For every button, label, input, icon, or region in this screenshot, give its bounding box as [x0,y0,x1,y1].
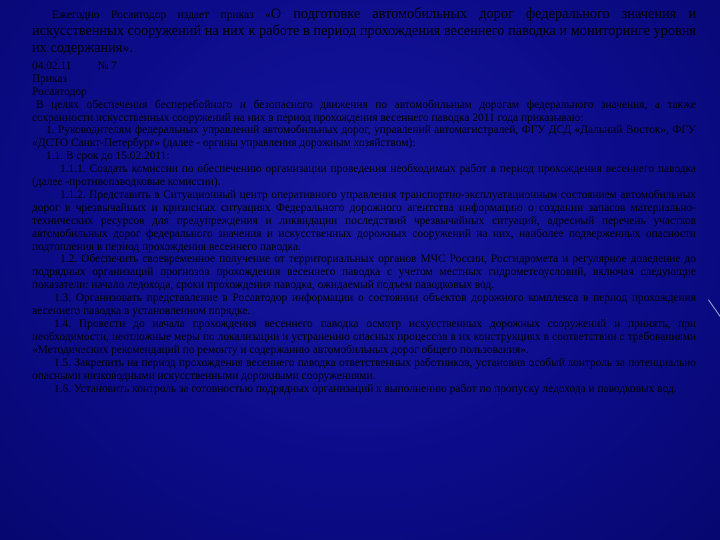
paragraph-1-1-2: 1.1.2. Представить в Ситуационный центр оперативного управления транспортно-эксплуатационным состоянием автомобильных дорог в чрезвычайных и кризисных ситуациях Федерального дорожного агентства информацию о создании запасов материально-технических ресурсов для предупреждения и ликвидации последствий чрезвычайных ситуаций, адресный перечень участков автомобильных дорог федерального значения и искусственных дорожных сооружений на них, наиболее подверженных опасности подтопления в период прохождения весеннего паводка. [32,188,696,253]
paragraph-1-4: 1.4. Провести до начала прохождения весеннего паводка осмотр искусственных дорожных сооружений и принять, при необходимости, неотложные меры по локализации и устранению опасных процессов в их конструкциях в соответствии с требованиями «Методических рекомендаций по ремонту и содержанию автомобильных дорог общего пользования». [32,318,696,356]
paragraph-1: 1. Руководителям федеральных управлений автомобильных дорог, управлений автомагистралей, ФГУ ДСД «Дальний Восток», ФГУ «ДСТО Санкт-Петербург» (далее - органы управления дорожным хозяйством): [32,124,696,150]
intro-rest: О подготовке автомобильных дорог федерального значения и искусственных сооружений на них к работе в период прохождения весеннего паводка и мониторинге уровня их содержания». [32,6,696,56]
intro-lead: Ежегодно Росавтодор издает приказ « [52,9,271,21]
decorative-line-right [708,299,720,349]
order-date: 04.02.11 [32,59,72,72]
paragraph-1-1: 1.1. В срок до 15.02.2011: [46,150,170,163]
order-number: № 7 [97,59,117,72]
intro-paragraph [32,6,696,56]
document-body [32,6,696,395]
paragraph-1-5: 1.5. Закрепить на период прохождения весеннего паводка ответственных работников, установив особый контроль за потенциально опасными низководными искусственными дорожными сооружениями. [32,356,696,382]
paragraph-1-3: 1.3. Организовать представление в Росавтодор информации о состоянии объектов дорожного комплекса в период прохождения весеннего паводка в установленном порядке. [32,292,696,318]
paragraph-1-2: 1.2. Обеспечить своевременное получение от территориальных органов МЧС России, Росгидромета и регулярное доведение до подрядных организаций прогнозов прохождения весеннего паводка с учетом местных гидрометеоусловий, включая следующие показатели: начало ледохода, сроки прохождения паводка, ожидаемый подъем паводковых вод. [32,253,696,292]
order-date-line [32,60,696,73]
issuer: Росавтодор [32,85,87,98]
preamble: В целях обеспечения бесперебойного и безопасного движения по автомобильным дорогам федерального значения, а также сохранности искусственных сооружений на них в период прохождения весеннего паводка 2011 года приказываю: [32,98,696,124]
paragraph-1-1-1: 1.1.1. Создать комиссии по обеспечению организации проведения необходимых работ в период прохождения весеннего паводка (далее -противопаводковые комиссии). [32,163,696,189]
doc-type: Приказ [32,72,67,85]
paragraph-1-6: 1.6. Установить контроль за готовностью подрядных организаций к выполнению работ по пропуску ледохода и паводковых вод. [54,382,677,395]
